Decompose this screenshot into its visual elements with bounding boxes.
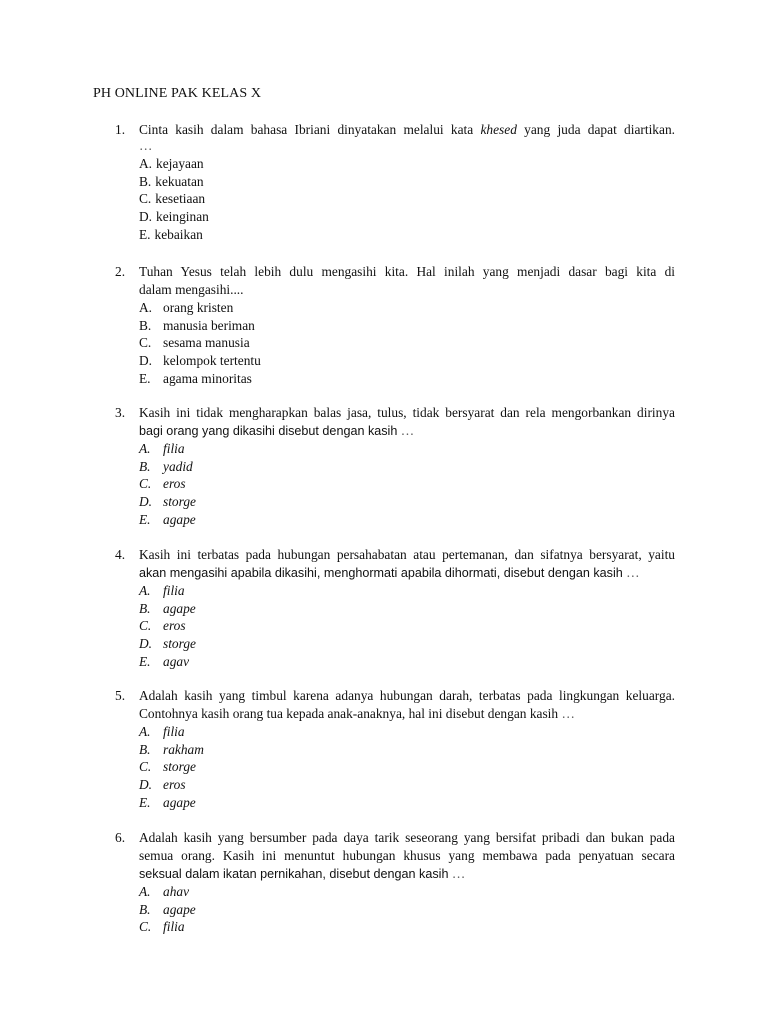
question-line: Adalah kasih yang timbul karena adanya hubungan darah, terbatas pada lingkungan keluarga. — [139, 688, 675, 703]
option-c[interactable]: C. storge — [139, 759, 196, 775]
option-a[interactable]: A. orang kristen — [139, 300, 234, 315]
question-line: Kasih ini terbatas pada hubungan persahabatan atau pertemanan, dan sifatnya bersyarat, yaitu — [139, 547, 675, 562]
option-b[interactable]: B. kekuatan — [139, 173, 204, 189]
question-text — [139, 829, 675, 883]
question-1 — [93, 121, 675, 244]
question-6 — [93, 829, 675, 936]
option-a[interactable]: A. filia — [139, 441, 185, 456]
question-number: 3. — [115, 405, 126, 420]
option-c[interactable]: C. filia — [139, 919, 185, 935]
option-d[interactable]: D. storge — [139, 636, 196, 652]
option-b[interactable]: B. agape — [139, 600, 196, 616]
question-line: Contohnya kasih orang tua kepada anak-anaknya, hal ini disebut dengan kasih — [139, 706, 559, 721]
question-text — [139, 404, 675, 440]
question-line: Kasih ini tidak mengharapkan balas jasa, tulus, tidak bersyarat dan rela mengorbankan dirinya — [139, 405, 675, 420]
option-e[interactable]: E. agape — [139, 794, 196, 810]
question-ellipsis: … — [139, 138, 153, 153]
question-text-part: Cinta kasih dalam bahasa Ibriani dinyatakan melalui kata — [139, 122, 481, 137]
question-text — [139, 687, 675, 723]
option-list — [139, 155, 675, 244]
option-a[interactable]: A. kejayaan — [139, 156, 204, 171]
option-e[interactable]: E. agama minoritas — [139, 370, 252, 386]
question-number: 5. — [115, 688, 126, 703]
option-c[interactable]: C. eros — [139, 476, 186, 492]
option-e[interactable]: E. agape — [139, 511, 196, 527]
question-ellipsis: … — [561, 706, 575, 721]
question-text-part: yang juda dapat diartikan. — [516, 122, 675, 137]
option-c[interactable]: C. eros — [139, 618, 186, 634]
option-d[interactable]: D. kelompok tertentu — [139, 353, 261, 369]
question-text — [139, 546, 675, 582]
option-list — [139, 299, 675, 388]
option-d[interactable]: D. eros — [139, 777, 186, 793]
question-2 — [93, 263, 675, 388]
question-5 — [93, 687, 675, 812]
question-text — [139, 121, 675, 153]
option-a[interactable]: A. ahav — [139, 884, 190, 899]
question-number: 4. — [115, 547, 126, 562]
question-ellipsis: … — [451, 866, 466, 881]
option-e[interactable]: E. kebaikan — [139, 226, 203, 242]
question-3 — [93, 404, 675, 529]
question-line: Adalah kasih yang bersumber pada daya tarik seseorang yang bersifat pribadi dan bukan pada — [139, 830, 675, 845]
option-e[interactable]: E. agav — [139, 653, 190, 669]
question-4 — [93, 546, 675, 671]
option-c[interactable]: C. sesama manusia — [139, 335, 250, 351]
question-line: Tuhan Yesus telah lebih dulu mengasihi kita. Hal inilah yang menjadi dasar bagi kita di — [139, 264, 675, 279]
option-b[interactable]: B. agape — [139, 901, 196, 917]
question-number: 2. — [115, 264, 126, 279]
option-b[interactable]: B. yadid — [139, 458, 193, 474]
question-number: 1. — [115, 122, 126, 137]
option-b[interactable]: B. manusia beriman — [139, 317, 255, 333]
option-d[interactable]: D. keinginan — [139, 209, 209, 225]
option-a[interactable]: A. filia — [139, 724, 185, 739]
question-line: dalam mengasihi.... — [139, 282, 244, 297]
option-a[interactable]: A. filia — [139, 583, 185, 598]
question-line: semua orang. Kasih ini menuntut hubungan khusus yang membawa pada penyatuan secara — [139, 848, 675, 863]
option-list — [139, 883, 675, 936]
option-d[interactable]: D. storge — [139, 494, 196, 510]
question-line: bagi orang yang dikasihi disebut dengan kasih — [139, 424, 398, 438]
document-title: PH ONLINE PAK KELAS X — [93, 86, 262, 101]
question-ellipsis: … — [400, 423, 415, 438]
question-number: 6. — [115, 830, 126, 845]
question-text-italic: khesed — [480, 122, 517, 137]
question-line: akan mengasihi apabila dikasihi, menghormati apabila dihormati, disebut dengan kasih — [139, 566, 623, 580]
question-line: seksual dalam ikatan pernikahan, disebut dengan kasih — [139, 867, 449, 881]
option-b[interactable]: B. rakham — [139, 741, 204, 757]
option-list — [139, 723, 675, 812]
option-c[interactable]: C. kesetiaan — [139, 191, 206, 207]
question-ellipsis: … — [626, 565, 640, 580]
question-text — [139, 263, 675, 299]
option-list — [139, 582, 675, 671]
option-list — [139, 440, 675, 529]
